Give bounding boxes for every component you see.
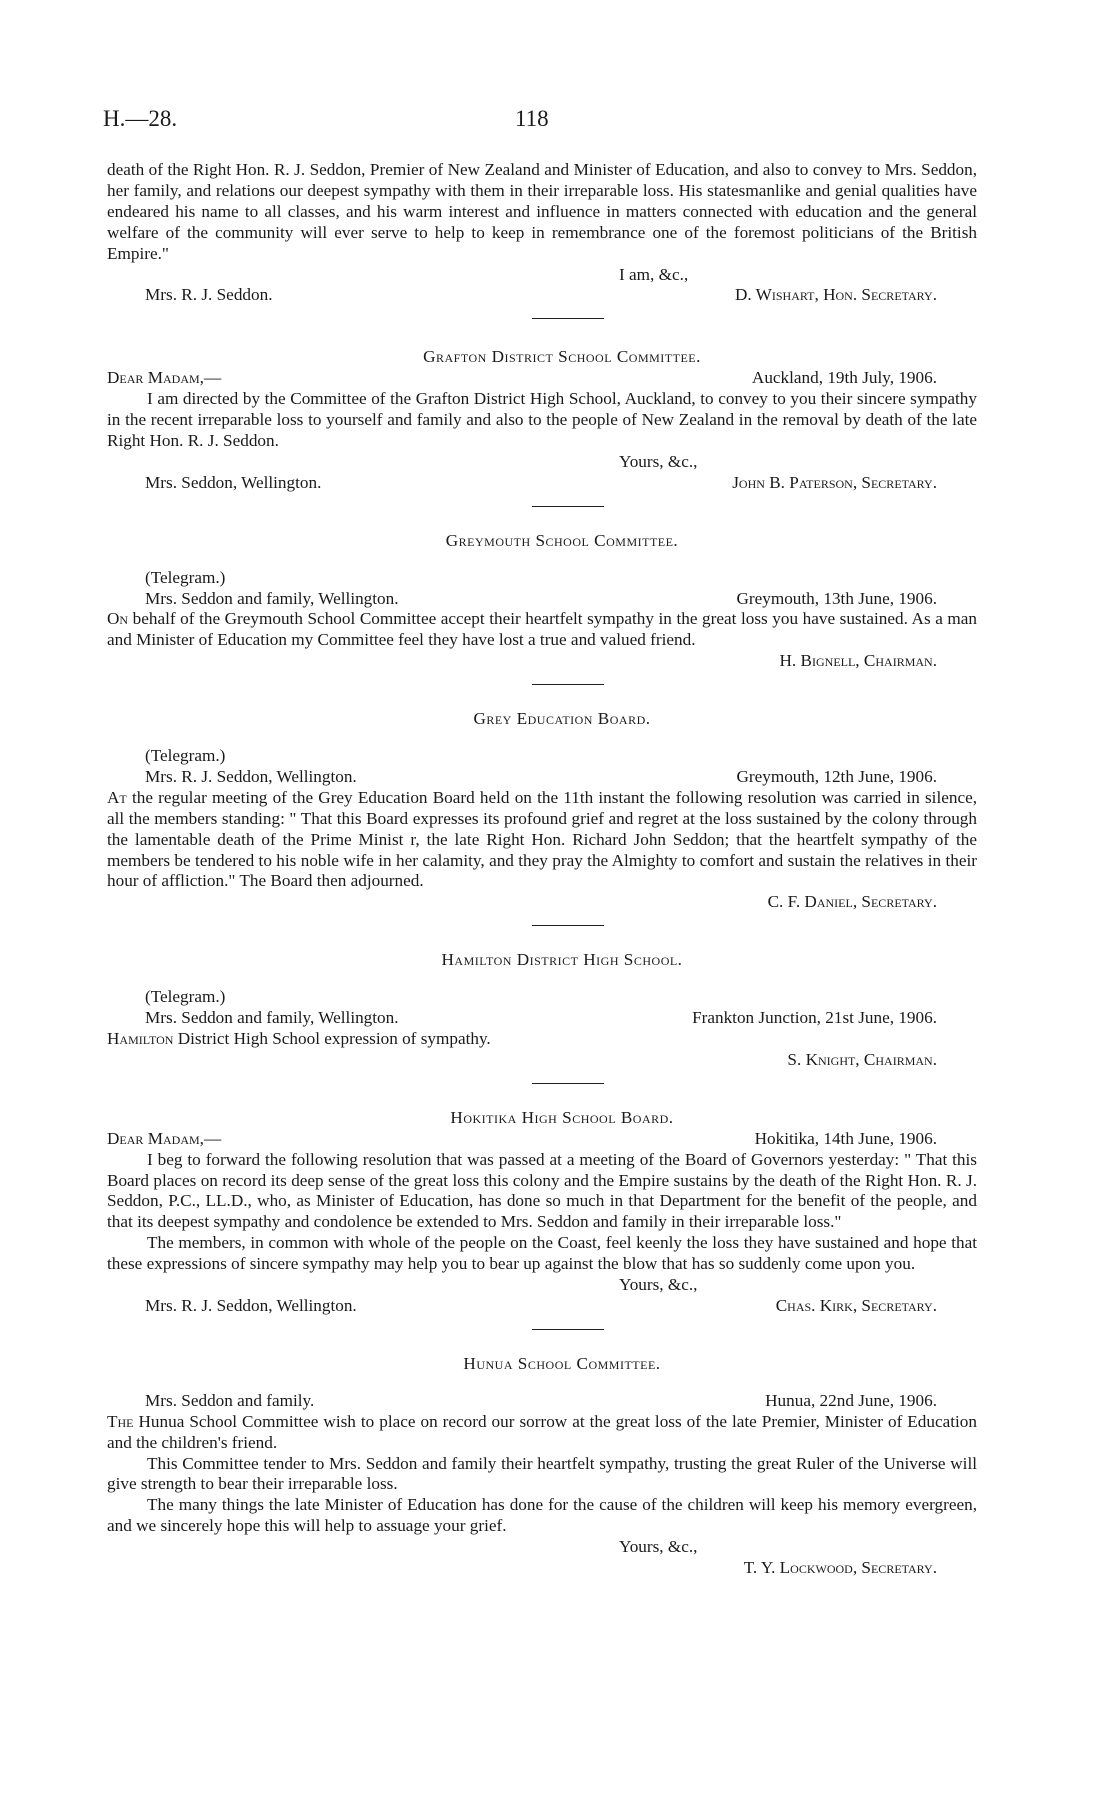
- letter-place-date: Auckland, 19th July, 1906.: [751, 368, 937, 388]
- letter-addressee: Mrs. R. J. Seddon, Wellington.: [145, 766, 357, 786]
- page-number: 118: [515, 106, 549, 131]
- letter-signature: John B. Paterson, Secretary.: [732, 472, 937, 492]
- section-title: Grey Education Board.: [473, 709, 651, 729]
- letter-closing: Yours, &c.,: [619, 1537, 698, 1557]
- letter-closing: I am, &c.,: [619, 264, 689, 284]
- letter-addressee: Mrs. Seddon and family, Wellington.: [145, 1008, 399, 1028]
- letter-place-date: Greymouth, 12th June, 1906.: [736, 766, 937, 786]
- letter-body: The members, in common with whole of the people on the Coast, feel keenly the loss they have sustained and hope that these expressions of sincere sympathy may help you to bear up against the blow that has so suddenly come upon you.: [107, 1233, 977, 1274]
- letter-place-date: Greymouth, 13th June, 1906.: [736, 588, 937, 608]
- letter-salutation: Dear Madam,—: [107, 1128, 222, 1148]
- letter-body: District High School expression of sympathy.: [177, 1029, 491, 1048]
- letter-body: I beg to forward the following resolution that was passed at a meeting of the Board of Governors yesterday: " That this Board places on record its deep sense of the great loss this colony and the Empire sustains by the death of the Right Hon. R. J. Seddon, P.C., LL.D., who, as Minister of Education, has done so much in that Department for the benefit of the people, and that its deepest sympathy and condolence be extended to Mrs. Seddon and family in their irreparable loss.": [107, 1149, 977, 1232]
- letter-body: The many things the late Minister of Education has done for the cause of the children will keep his memory evergreen, and we sincerely hope this will help to assuage your grief.: [107, 1495, 977, 1536]
- letter-addressee: Mrs. Seddon and family, Wellington.: [145, 588, 399, 608]
- letter-signature: S. Knight, Chairman.: [787, 1049, 937, 1069]
- lead-word: On: [107, 609, 129, 629]
- letter-signature: T. Y. Lockwood, Secretary.: [743, 1558, 937, 1578]
- letter-closing: Yours, &c.,: [619, 451, 698, 471]
- letter-signature: C. F. Daniel, Secretary.: [767, 892, 937, 912]
- letter-body: This Committee tender to Mrs. Seddon and family their heartfelt sympathy, trusting the great Ruler of the Universe will give strength to bear their irreparable loss.: [107, 1453, 977, 1494]
- letter-greymouth-committee: [107, 531, 977, 672]
- letter-addressee: Mrs. R. J. Seddon.: [145, 285, 273, 305]
- letter-hunua: [107, 1354, 977, 1579]
- letter-signature: D. Wishart, Hon. Secretary.: [734, 285, 937, 305]
- letter-signature: H. Bignell, Chairman.: [779, 651, 937, 671]
- telegram-label: (Telegram.): [145, 567, 226, 587]
- section-title: Hokitika High School Board.: [450, 1107, 674, 1127]
- letter-body: I am directed by the Committee of the Grafton District High School, Auckland, to convey to you their sincere sympathy in the recent irreparable loss to yourself and family and also to the people of New Zealand in the removal by death of the late Right Hon. R. J. Seddon.: [107, 389, 977, 450]
- letter-place-date: Hunua, 22nd June, 1906.: [765, 1390, 937, 1410]
- letter-closing: Yours, &c.,: [619, 1275, 698, 1295]
- letter-salutation: Dear Madam,—: [107, 368, 222, 388]
- letter-body: behalf of the Greymouth School Committee accept their heartfelt sympathy in the great loss you have sustained. As a man and Minister of Education my Committee feel they have lost a true and valued friend.: [107, 609, 977, 650]
- lead-word: At: [107, 787, 127, 807]
- section-title: Hunua School Committee.: [463, 1353, 661, 1373]
- section-title: Greymouth School Committee.: [445, 530, 679, 550]
- letter-addressee: Mrs. Seddon, Wellington.: [145, 472, 322, 492]
- page-header: [103, 106, 983, 136]
- telegram-label: (Telegram.): [145, 746, 226, 766]
- lead-word: Hamilton: [107, 1029, 174, 1048]
- letter-place-date: Frankton Junction, 21st June, 1906.: [692, 1008, 937, 1028]
- letter-signature: Chas. Kirk, Secretary.: [775, 1295, 937, 1315]
- letter-hokitika: [107, 1108, 977, 1317]
- letter-body: Hunua School Committee wish to place on record our sorrow at the great loss of the late Premier, Minister of Education and the children's friend.: [107, 1411, 977, 1452]
- letter-place-date: Hokitika, 14th June, 1906.: [754, 1128, 937, 1148]
- section-title: Grafton District School Committee.: [423, 347, 701, 367]
- letter-hamilton: [107, 950, 977, 1071]
- letter-continuation: [107, 160, 977, 306]
- lead-word: The: [107, 1411, 134, 1431]
- letter-grey-education-board: [107, 709, 977, 913]
- letter-addressee: Mrs. R. J. Seddon, Wellington.: [145, 1295, 357, 1315]
- letter-grafton: [107, 347, 977, 493]
- document-reference: H.—28.: [103, 106, 178, 131]
- telegram-label: (Telegram.): [145, 987, 226, 1007]
- letter-body: death of the Right Hon. R. J. Seddon, Premier of New Zealand and Minister of Education, and also to convey to Mrs. Seddon, her family, and relations our deepest sympathy with them in their irreparable loss. His statesmanlike and genial qualities have endeared his name to all classes, and his warm interest and influence in matters connected with education and the general welfare of the community will ever serve to help to keep in remembrance one of the foremost politicians of the British Empire.": [107, 160, 977, 263]
- letter-addressee: Mrs. Seddon and family.: [145, 1390, 315, 1410]
- section-title: Hamilton District High School.: [441, 950, 683, 970]
- page-body: [107, 160, 977, 1579]
- letter-body: the regular meeting of the Grey Education Board held on the 11th instant the following resolution was carried in silence, all the members standing: " That this Board expresses its profound grief and regret at the loss sustained by the colony through the lamentable death of the Prime Minist r, the late Right Hon. Richard John Seddon; that the heartfelt sympathy of the members be tendered to his noble wife in her calamity, and they pray the Almighty to comfort and sustain the relatives in their hour of affliction." The Board then adjourned.: [107, 787, 977, 891]
